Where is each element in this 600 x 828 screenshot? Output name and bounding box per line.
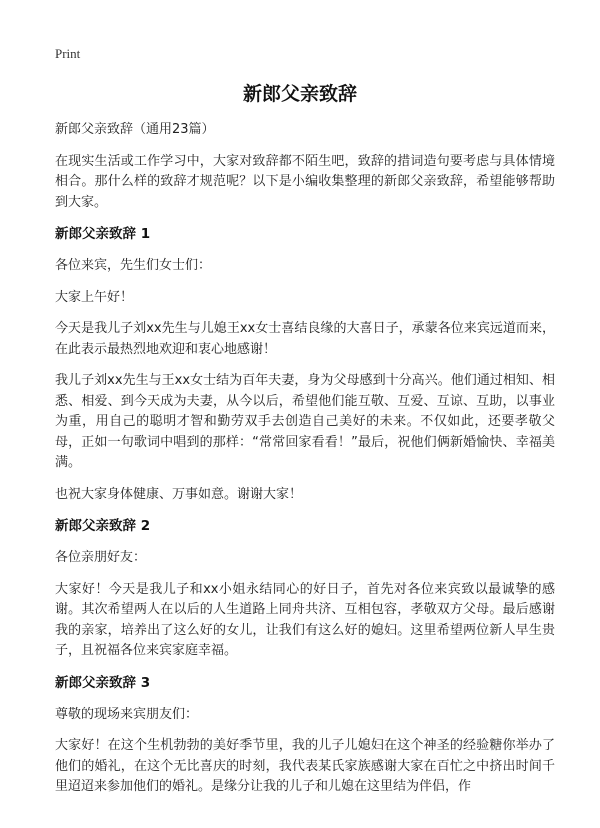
document-subtitle: 新郎父亲致辞（通用23篇） <box>55 122 215 137</box>
section-heading: 新郎父亲致辞 1 <box>55 226 151 242</box>
section-2 <box>55 516 555 662</box>
intro-paragraph: 在现实生活或工作学习中，大家对致辞都不陌生吧，致辞的措词造句要考虑与具体情境相合。那什么样的致辞才规范呢？以下是小编收集整理的新郎父亲致辞，希望能够帮助到大家。 <box>55 153 555 210</box>
paragraph: 各位来宾，先生们女士们： <box>55 258 212 273</box>
document-title: 新郎父亲致辞 <box>242 83 357 105</box>
print-link[interactable]: Print <box>55 46 81 61</box>
section-3 <box>55 673 555 798</box>
paragraph: 各位亲朋好友： <box>55 550 147 565</box>
paragraph: 大家好！今天是我儿子和xx小姐永结同心的好日子，首先对各位来宾致以最诚挚的感谢。其次希望两人在以后的人生道路上同舟共济、互相包容，孝敬双方父母。最后感谢我的亲家，培养出了这么好的女儿，让我们有这么好的媳妇。这里希望两位新人早生贵子，且祝福各位来宾家庭幸福。 <box>55 581 555 658</box>
section-heading: 新郎父亲致辞 3 <box>55 674 151 691</box>
section-1 <box>55 224 555 505</box>
section-heading: 新郎父亲致辞 2 <box>55 518 151 534</box>
paragraph: 今天是我儿子刘xx先生与儿媳王xx女士喜结良缘的大喜日子，承蒙各位来宾远道而来，在此表示最热烈地欢迎和衷心地感谢！ <box>55 321 555 357</box>
paragraph: 我儿子刘xx先生与王xx女士结为百年夫妻，身为父母感到十分高兴。他们通过相知、相悉、相爱、到今天成为夫妻，从今以后，希望他们能互敬、互爱、互谅、互助，以事业为重，用自己的聪明才智和勤劳双手去创造自己美好的未来。不仅如此，还要孝敬父母，正如一句歌词中唱到的那样：“常常回家看看！”最后，祝他们俩新婚愉快、幸福美满。 <box>55 373 555 470</box>
paragraph: 也祝大家身体健康、万事如意。谢谢大家！ <box>55 486 303 502</box>
paragraph: 大家上午好！ <box>55 289 134 305</box>
paragraph: 大家好！在这个生机勃勃的美好季节里，我的儿子儿媳妇在这个神圣的经验糖你举办了他们的婚礼，在这个无比喜庆的时刻，我代表某氏家族感谢大家在百忙之中挤出时间千里迢迢来参加他们的婚礼。是缘分让我的儿子和儿媳在这里结为伴侣，作 <box>55 738 555 794</box>
paragraph: 尊敬的现场来宾朋友们： <box>55 706 199 722</box>
document-body <box>55 120 555 809</box>
